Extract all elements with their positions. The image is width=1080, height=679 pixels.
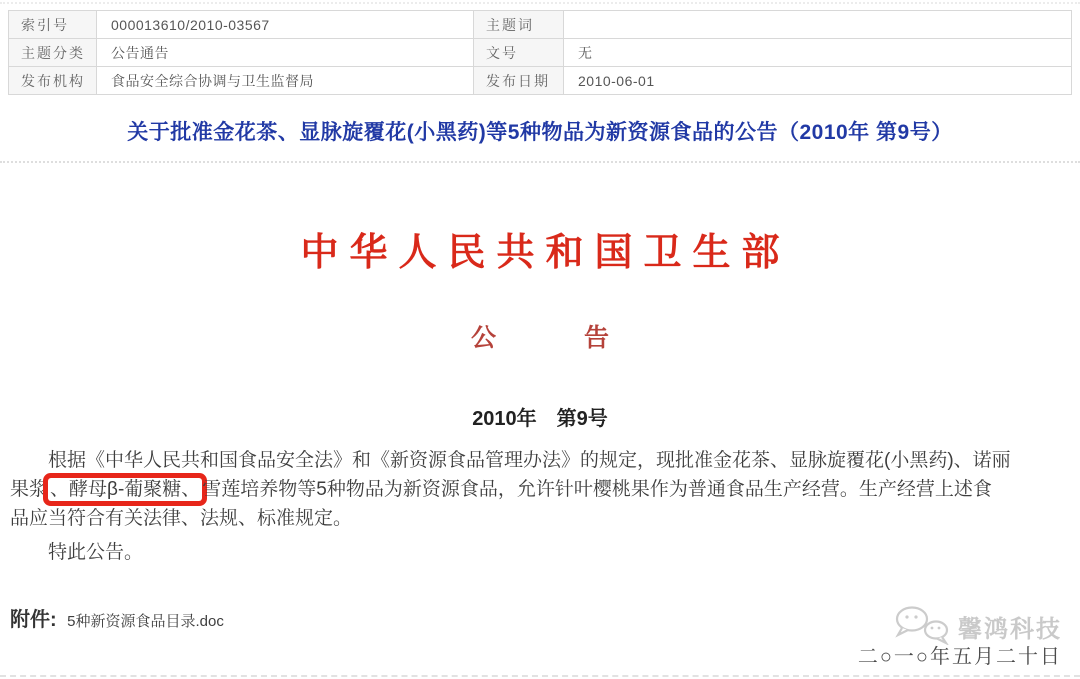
doc-type-heading: 公告 <box>470 325 697 352</box>
issuing-agency-value: 食品安全综合协调与卫生监督局 <box>97 67 474 95</box>
publish-date-label: 发布日期 <box>474 67 564 95</box>
table-row <box>9 39 1072 67</box>
top-dashed-divider <box>0 2 1080 4</box>
brand-name: 馨鸿科技 <box>958 616 1062 643</box>
brand-row <box>858 610 1062 644</box>
body-line-1: 根据《中华人民共和国食品安全法》和《新资源食品管理办法》的规定，现批准金花茶、显脉旋覆花(小黑药)、诺丽 <box>48 450 1011 471</box>
title-dashed-divider <box>0 161 1080 163</box>
table-row <box>9 67 1072 95</box>
doc-number-value: 无 <box>564 39 1072 67</box>
chat-bubbles-icon <box>892 605 954 650</box>
doc-number-label: 文号 <box>474 39 564 67</box>
publish-date-value: 2010-06-01 <box>564 67 1072 95</box>
index-number-value: 000013610/2010-03567 <box>97 11 474 39</box>
bottom-dashed-divider <box>0 675 1080 677</box>
closing-line: 特此公告。 <box>48 542 144 563</box>
metadata-table <box>8 10 1072 95</box>
agency-title: 中华人民共和国卫生部 <box>300 232 791 274</box>
document-date: 二○一○年五月二十日 <box>857 646 1062 668</box>
body-line-2-post: 雪莲培养物等5种物品为新资源食品，允许针叶樱桃果作为普通食品生产经营。生产经营上述食 <box>202 479 992 500</box>
attachment-file-link[interactable]: 5种新资源食品目录.doc <box>67 613 224 630</box>
body-line-2 <box>10 475 1070 504</box>
page-title: 关于批准金花茶、显脉旋覆花(小黑药)等5种物品为新资源食品的公告（2010年 第9号） <box>127 121 953 144</box>
body-line-2-pre: 果浆 <box>10 479 49 500</box>
index-number-label: 索引号 <box>9 11 97 39</box>
issuing-agency-label: 发布机构 <box>9 67 97 95</box>
subject-word-label: 主题词 <box>474 11 564 39</box>
watermark-stamp <box>858 610 1062 669</box>
body-text <box>0 446 1080 567</box>
table-row <box>9 11 1072 39</box>
subject-word-value <box>564 11 1072 39</box>
issue-number: 2010年 第9号 <box>472 408 608 430</box>
topic-category-value: 公告通告 <box>97 39 474 67</box>
topic-category-label: 主题分类 <box>9 39 97 67</box>
red-highlight-box: 、酵母β-葡聚糖、 <box>50 479 201 500</box>
document-content <box>0 106 1080 632</box>
body-line-3: 品应当符合有关法律、法规、标准规定。 <box>10 508 353 529</box>
attachment-label: 附件: <box>10 609 57 631</box>
